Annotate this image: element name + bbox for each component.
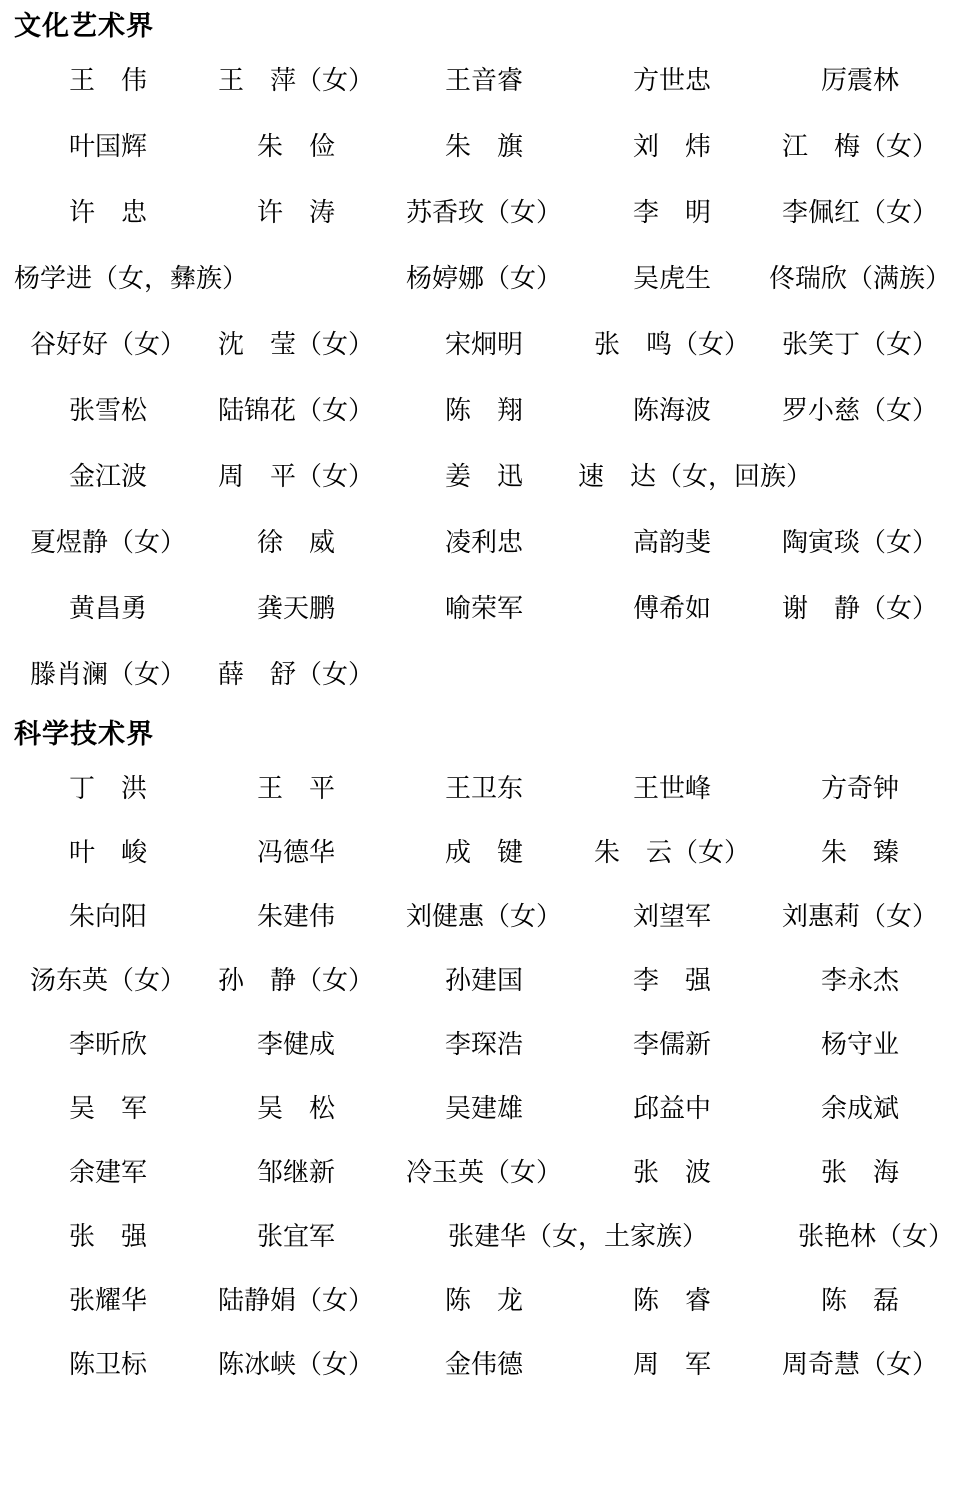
name-cell: 朱 旗 [444,132,523,162]
name-cell: 杨守业 [820,1029,899,1059]
table-row [14,949,954,1013]
name-cell: 张雪松 [68,396,147,426]
name-list-culture-arts [14,48,954,708]
name-cell: 张 强 [68,1221,147,1251]
name-cell: 吴 军 [68,1093,147,1123]
table-row [14,642,954,708]
name-cell: 陈 龙 [444,1285,523,1315]
name-cell: 张 波 [632,1157,711,1187]
name-cell: 方世忠 [632,66,711,96]
table-row [14,246,954,312]
name-cell: 朱建伟 [256,901,335,931]
name-cell: 吴建雄 [444,1093,523,1123]
name-cell: 刘 炜 [632,132,711,162]
table-row [14,444,954,510]
name-cell: 李 明 [632,198,711,228]
table-row [14,885,954,949]
name-cell: 黄昌勇 [68,594,147,624]
name-cell: 李昕欣 [68,1029,147,1059]
name-cell: 刘惠莉（女） [781,901,938,931]
name-cell: 王世峰 [632,773,711,803]
name-cell: 陶寅琰（女） [781,528,938,558]
name-cell: 朱 云（女） [593,837,750,867]
name-cell: 朱 俭 [256,132,335,162]
name-cell: 苏香玫（女） [405,198,562,228]
name-cell: 沈 莹（女） [217,330,374,360]
name-cell: 王 平 [256,773,335,803]
name-cell: 余成斌 [820,1093,899,1123]
name-cell: 刘健惠（女） [405,901,562,931]
name-cell: 滕肖澜（女） [29,660,186,690]
name-cell: 李琛浩 [444,1029,523,1059]
name-cell: 徐 威 [256,528,335,558]
name-cell: 周 平（女） [217,462,374,492]
name-cell: 许 涛 [256,198,335,228]
table-row [14,1269,954,1333]
table-row [14,48,954,114]
name-cell: 谢 静（女） [781,594,938,624]
name-cell: 厉震林 [820,66,899,96]
name-cell: 傅希如 [632,594,711,624]
name-cell: 李健成 [256,1029,335,1059]
table-row [14,510,954,576]
name-cell: 叶国辉 [68,132,147,162]
name-cell: 李 强 [632,965,711,995]
name-cell: 谷好好（女） [29,330,186,360]
name-cell: 叶 峻 [68,837,147,867]
name-cell: 陆锦花（女） [217,396,374,426]
name-cell: 孙 静（女） [217,965,374,995]
name-cell: 凌利忠 [444,528,523,558]
name-cell: 张 鸣（女） [593,330,750,360]
name-cell: 孙建国 [444,965,523,995]
name-cell: 佟瑞欣（满族） [768,264,951,294]
table-row [14,757,954,821]
name-cell: 张笑丁（女） [781,330,938,360]
name-cell: 张耀华 [68,1285,147,1315]
name-cell: 喻荣军 [444,594,523,624]
name-cell: 张艳林（女） [797,1221,954,1251]
name-cell: 张建华（女，土家族） [447,1221,708,1251]
table-row [14,180,954,246]
table-row [14,1205,954,1269]
name-cell: 张 海 [820,1157,899,1187]
name-cell: 江 梅（女） [781,132,938,162]
name-cell: 薛 舒（女） [217,660,374,690]
name-cell: 速 达（女，回族） [578,462,813,492]
name-cell: 汤东英（女） [29,965,186,995]
table-row [14,576,954,642]
table-row [14,1141,954,1205]
name-cell: 高韵斐 [632,528,711,558]
name-cell: 李儒新 [632,1029,711,1059]
name-cell: 陆静娟（女） [217,1285,374,1315]
section-heading-science-technology: 科学技术界 [14,719,154,750]
name-cell: 余建军 [68,1157,147,1187]
name-cell: 龚天鹏 [256,594,335,624]
name-cell: 方奇钟 [820,773,899,803]
name-cell: 邱益中 [632,1093,711,1123]
name-cell: 成 键 [444,837,523,867]
name-cell: 陈 翔 [444,396,523,426]
name-cell: 朱向阳 [68,901,147,931]
table-row [14,1013,954,1077]
name-cell: 宋炯明 [444,330,523,360]
name-cell: 周 军 [632,1349,711,1379]
table-row [14,114,954,180]
name-cell: 邹继新 [256,1157,335,1187]
name-cell: 丁 洪 [68,773,147,803]
name-cell: 张宜军 [256,1221,335,1251]
name-cell: 杨婷娜（女） [405,264,562,294]
name-cell: 许 忠 [68,198,147,228]
name-cell: 杨学进（女，彝族） [14,264,249,294]
name-cell: 朱 臻 [820,837,899,867]
name-cell: 周奇慧（女） [781,1349,938,1379]
table-row [14,378,954,444]
name-list-science-technology [14,757,954,1397]
name-cell: 吴 松 [256,1093,335,1123]
name-cell: 陈海波 [632,396,711,426]
name-cell: 王 萍（女） [217,66,374,96]
name-cell: 冯德华 [256,837,335,867]
name-cell: 吴虎生 [632,264,711,294]
name-cell: 陈冰峡（女） [217,1349,374,1379]
name-cell: 冷玉英（女） [405,1157,562,1187]
name-cell: 王卫东 [444,773,523,803]
name-cell: 金江波 [68,462,147,492]
name-cell: 刘望军 [632,901,711,931]
name-cell: 陈 睿 [632,1285,711,1315]
table-row [14,312,954,378]
name-cell: 姜 迅 [444,462,523,492]
name-cell: 李永杰 [820,965,899,995]
section-heading-culture-arts: 文化艺术界 [14,11,154,41]
table-row [14,1077,954,1141]
name-cell: 陈卫标 [68,1349,147,1379]
name-cell: 夏煜静（女） [29,528,186,558]
name-cell: 金伟德 [444,1349,523,1379]
table-row [14,821,954,885]
name-cell: 罗小慈（女） [781,396,938,426]
name-cell: 王音睿 [444,66,523,96]
name-cell: 王 伟 [68,66,147,96]
name-cell: 李佩红（女） [781,198,938,228]
table-row [14,1333,954,1397]
name-cell: 陈 磊 [820,1285,899,1315]
